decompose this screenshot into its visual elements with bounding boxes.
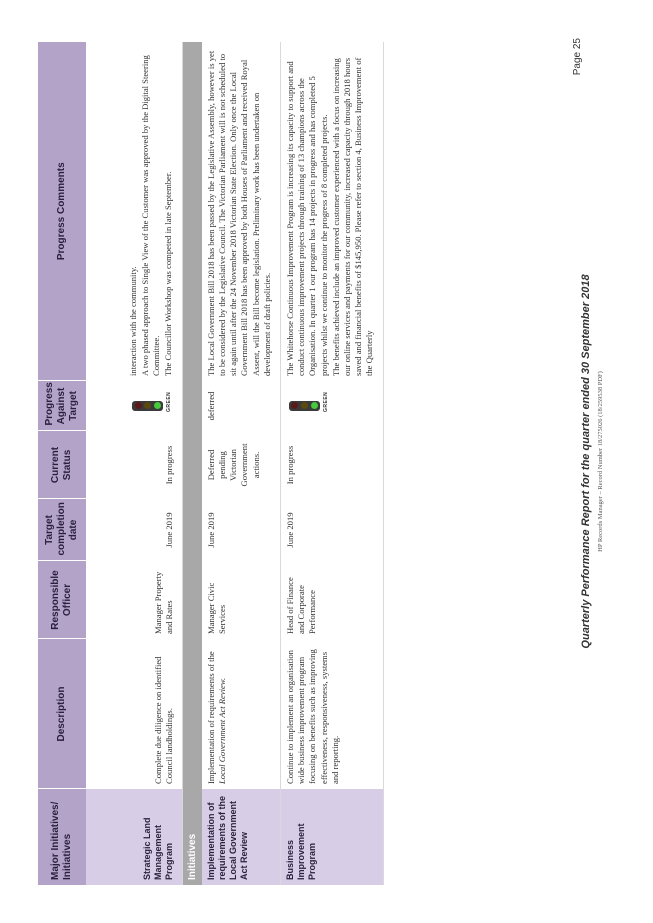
- header-status: Current Status: [38, 431, 86, 499]
- target-cell: June 2019: [202, 499, 281, 561]
- table-row: [86, 42, 182, 885]
- comment-paragraph: The Whitehorse Continuous Improvement Program is increasing its capacity to support and conduct continuous improvement projects through training of 13 champions across the Organisation. In quarter 1 our program has 14 projects in progress and has completed 5 projects whilst we continue to monitor the progress of 8 completed projects.: [284, 61, 329, 376]
- major-initiative: Business Improvement Program: [280, 789, 383, 885]
- officer-cell: Head of Finance and Corporate Performance: [280, 561, 383, 639]
- header-major: Major Initiatives/ Initiatives: [38, 789, 86, 885]
- description-italic: Local Government Act Review.: [216, 677, 227, 784]
- major-initiative: Implementation of requirements of the Local Government Act Review: [202, 789, 281, 885]
- comment-paragraph: The Councillor Workshop was competed in late September.: [163, 171, 174, 376]
- header-progress: Progress Against Target: [38, 381, 86, 431]
- traffic-light-icon: [132, 391, 175, 412]
- progress-cell: [86, 381, 182, 431]
- record-number: HP Records Manager – Record Number 18/275026 (18/259538 PDF): [597, 371, 604, 552]
- header-comments: Progress Comments: [38, 42, 86, 381]
- major-initiative: Strategic Land Management Program: [86, 789, 182, 885]
- description-cell: Complete due diligence on identified Council landholdings.: [86, 639, 182, 789]
- progress-cell: deferred: [202, 381, 281, 431]
- comments-cell: [202, 42, 281, 381]
- officer-cell: Manager Property and Rates: [86, 561, 182, 639]
- progress-label: GREEN: [322, 391, 329, 412]
- officer-cell: Manager Civic Services: [202, 561, 281, 639]
- header-target: Target completion date: [38, 499, 86, 561]
- target-cell: June 2019: [86, 499, 182, 561]
- section-label: Initiatives: [182, 789, 202, 885]
- comment-paragraph: The Local Government Bill 2018 has been passed by the Legislative Assembly, however is yet to be considered by the Legislative Council. The Victorian Parliament will is not scheduled to sit again until after the 24 November 2018 Victorian State Election. Only once the Local Government Bill 2018 has been approved by both Houses of Parliament and received Royal Assent, will the Bill become legislation. Preliminary work has been undertaken on development of draft policies.: [205, 50, 272, 376]
- comments-cell: [86, 42, 182, 381]
- performance-table: [38, 42, 384, 885]
- target-cell: June 2019: [280, 499, 383, 561]
- table-header-row: [38, 42, 86, 885]
- table-row: [202, 42, 281, 885]
- status-cell: In progress: [280, 431, 383, 499]
- header-officer: Responsible Officer: [38, 561, 86, 639]
- status-cell: In progress: [86, 431, 182, 499]
- status-cell: Deferred pending Victorian Government actions.: [202, 431, 281, 499]
- progress-label: GREEN: [166, 391, 173, 412]
- comment-paragraph: A two phased approach to Single View of the Customer was approved by the Digital Steering Committee.: [139, 55, 162, 376]
- progress-cell: [280, 381, 383, 431]
- report-title: Quarterly Performance Report for the quarter ended 30 September 2018: [580, 274, 592, 649]
- description-cell: Continue to implement an organisation wide business improvement program focusing on benefits such as improving effectiveness, responsiveness, systems and reporting.: [280, 639, 383, 789]
- table-row: [280, 42, 383, 885]
- traffic-light-icon: [289, 391, 332, 412]
- comment-paragraph: The benefits achieved include an improved customer experienced with a focus on increasing our online services and payments for our community, increased capacity through 2018 hours saved and financial benefits of $145,950. Please refer to section 4, Business Improvement of the Quarterly: [330, 57, 375, 376]
- section-row: [182, 42, 202, 885]
- description-cell: [202, 639, 281, 789]
- comments-cell: [280, 42, 383, 381]
- description-text: Implementation of requirements of the: [205, 651, 216, 784]
- header-description: Description: [38, 639, 86, 789]
- comment-paragraph: interaction with the community.: [127, 266, 138, 376]
- page-number: Page 25: [572, 38, 583, 76]
